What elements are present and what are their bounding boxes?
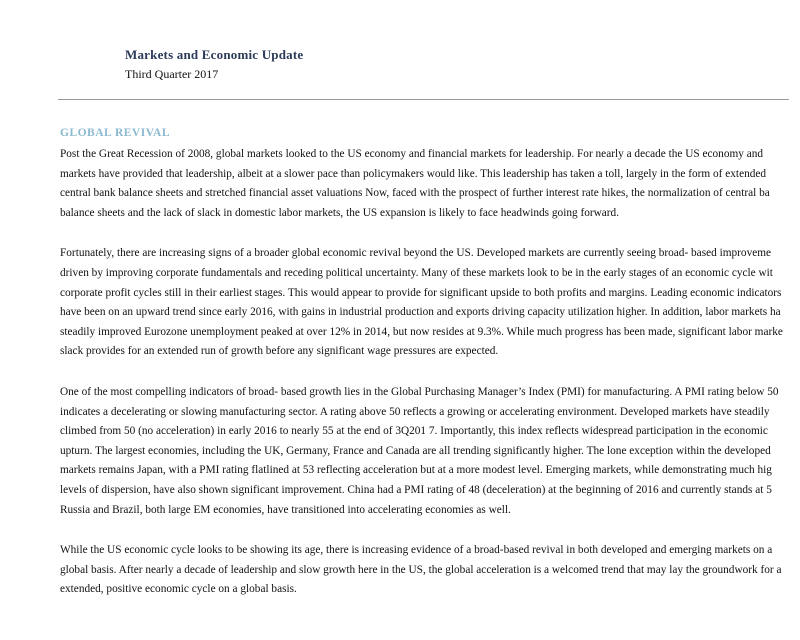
paragraph-line: driven by improving corporate fundamentals and receding political uncertainty. Many of these markets look to be in the early stages of an economic cycle wit bbox=[60, 266, 773, 279]
section-heading: GLOBAL REVIVAL bbox=[60, 127, 171, 139]
paragraph-line: Post the Great Recession of 2008, global markets looked to the US economy and financial markets for leadership. For nearly a decade the US economy and bbox=[60, 148, 764, 160]
paragraph-line: corporate profit cycles still in their earliest stages. This would appear to provide for significant upside to both profits and margins. Leading economic indicators bbox=[60, 286, 782, 299]
paragraph-line: climbed from 50 (no acceleration) in early 2016 to nearly 55 at the end of 3Q201 7. Importantly, this index reflects widespread participation in the economic bbox=[60, 425, 768, 438]
document-body bbox=[60, 145, 796, 621]
paragraph-3 bbox=[60, 383, 796, 520]
document-title: Markets and Economic Update bbox=[125, 47, 304, 62]
paragraph-line: One of the most compelling indicators of broad- based growth lies in the Global Purchasing Manager’s Index (PMI) for manufacturing. A PMI rating below 50 bbox=[60, 385, 779, 398]
paragraph-line: have been on an upward trend since early 2016, with gains in industrial production and exports driving capacity utilization higher. In addition, labor markets ha bbox=[60, 306, 781, 319]
paragraph-line: While the US economic cycle looks to be showing its age, there is increasing evidence of a broad-based revival in both developed and emerging markets on a bbox=[60, 544, 773, 557]
paragraph-2 bbox=[60, 244, 796, 362]
paragraph-line: Russia and Brazil, both large EM economies, have transitioned into accelerating economies as well. bbox=[60, 503, 511, 516]
paragraph-line: markets remains Japan, with a PMI rating flatlined at 53 reflecting acceleration but at a more modest level. Emerging markets, while demonstrating much hig bbox=[60, 464, 772, 477]
paragraph-4 bbox=[60, 541, 796, 600]
paragraph-line: slack provides for an extended run of growth before any significant wage pressures are expected. bbox=[60, 345, 499, 358]
paragraph-line: levels of dispersion, have also shown significant improvement. China had a PMI rating of 48 (deceleration) at the beginning of 2016 and currently stands at 5 bbox=[60, 483, 772, 496]
paragraph-line: upturn. The largest economies, including the UK, Germany, France and Canada are all trending significantly higher. The lone exception within the developed bbox=[60, 444, 771, 457]
paragraph-line: Fortunately, there are increasing signs of a broader global economic revival beyond the US. Developed markets are currently seeing broad- based improveme bbox=[60, 247, 772, 260]
paragraph-1 bbox=[60, 145, 796, 223]
header-divider bbox=[58, 99, 789, 100]
paragraph-line: balance sheets and the lack of slack in domestic labor markets, the US expansion is likely to face headwinds going forward. bbox=[60, 206, 620, 219]
document-subtitle: Third Quarter 2017 bbox=[125, 67, 219, 81]
paragraph-line: indicates a decelerating or slowing manufacturing sector. A rating above 50 reflects a growing or accelerating environment. Developed markets have steadily bbox=[60, 405, 770, 418]
paragraph-line: central bank balance sheets and stretched financial asset valuations Now, faced with the prospect of further interest rate hikes, the normalization of central ba bbox=[60, 187, 770, 200]
paragraph-line: markets have provided that leadership, albeit at a slower pace than policymakers would like. This leadership has taken a toll, largely in the form of extended bbox=[60, 167, 767, 180]
paragraph-line: steadily improved Eurozone unemployment peaked at over 12% in 2014, but now resides at 9.3%. While much progress has been made, significant labor marke bbox=[60, 325, 783, 338]
paragraph-line: extended, positive economic cycle on a global basis. bbox=[60, 583, 297, 596]
paragraph-line: global basis. After nearly a decade of leadership and slow growth here in the US, the global acceleration is a welcomed trend that may lay the groundwork for a bbox=[60, 563, 782, 576]
